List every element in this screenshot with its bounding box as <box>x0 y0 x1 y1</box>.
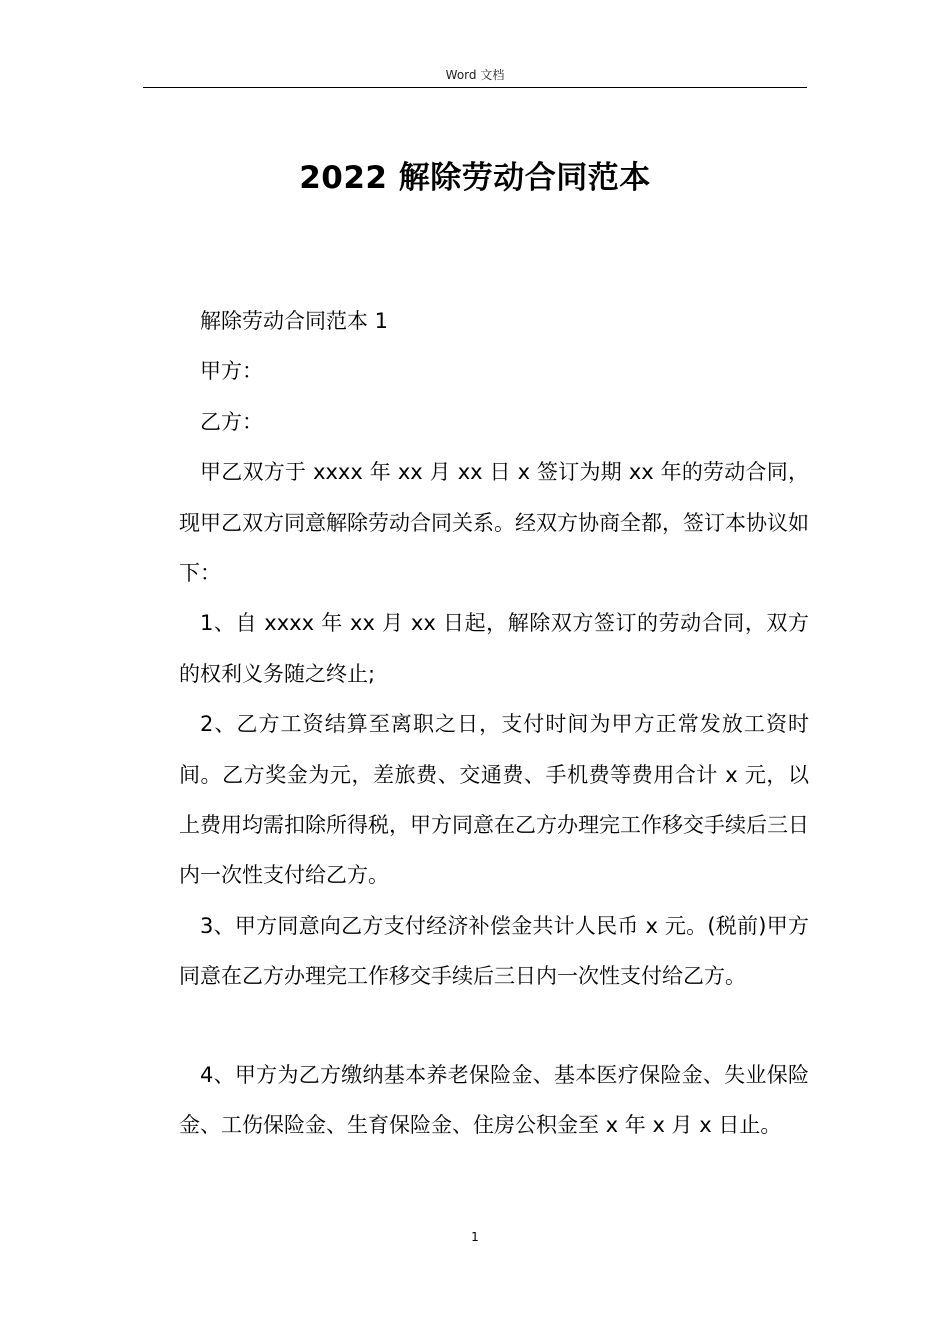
document-title: 2022 解除劳动合同范本 <box>299 160 651 196</box>
page-number: 1 <box>471 1230 479 1244</box>
page-header: Word 文档 <box>445 68 505 82</box>
party-a-line: 甲方： <box>200 359 263 384</box>
paragraph-gap <box>179 1002 809 1050</box>
header-divider <box>143 87 807 88</box>
clause-1: 1、自 xxxx 年 xx 月 xx 日起，解除双方签订的劳动合同，双方的权利义务随之终止; <box>179 611 809 686</box>
clause-2: 2、乙方工资结算至离职之日，支付时间为甲方正常发放工资时间。乙方奖金为元，差旅费、交通费、手机费等费用合计 x 元，以上费用均需扣除所得税，甲方同意在乙方办理完工作移交手续后三日内一次性支付给乙方。 <box>179 712 809 888</box>
clause-3: 3、甲方同意向乙方支付经济补偿金共计人民币 x 元。(税前)甲方同意在乙方办理完工作移交手续后三日内一次性支付给乙方。 <box>179 913 809 989</box>
section-heading: 解除劳动合同范本 1 <box>200 309 389 333</box>
document-body <box>179 296 809 1151</box>
party-b-line: 乙方： <box>200 409 263 434</box>
clause-4: 4、甲方为乙方缴纳基本养老保险金、基本医疗保险金、失业保险金、工伤保险金、生育保险金、住房公积金至 x 年 x 月 x 日止。 <box>179 1062 809 1138</box>
intro-paragraph: 甲乙双方于 xxxx 年 xx 月 xx 日 x 签订为期 xx 年的劳动合同，现甲乙双方同意解除劳动合同关系。经双方协商全都，签订本协议如下： <box>179 460 809 586</box>
